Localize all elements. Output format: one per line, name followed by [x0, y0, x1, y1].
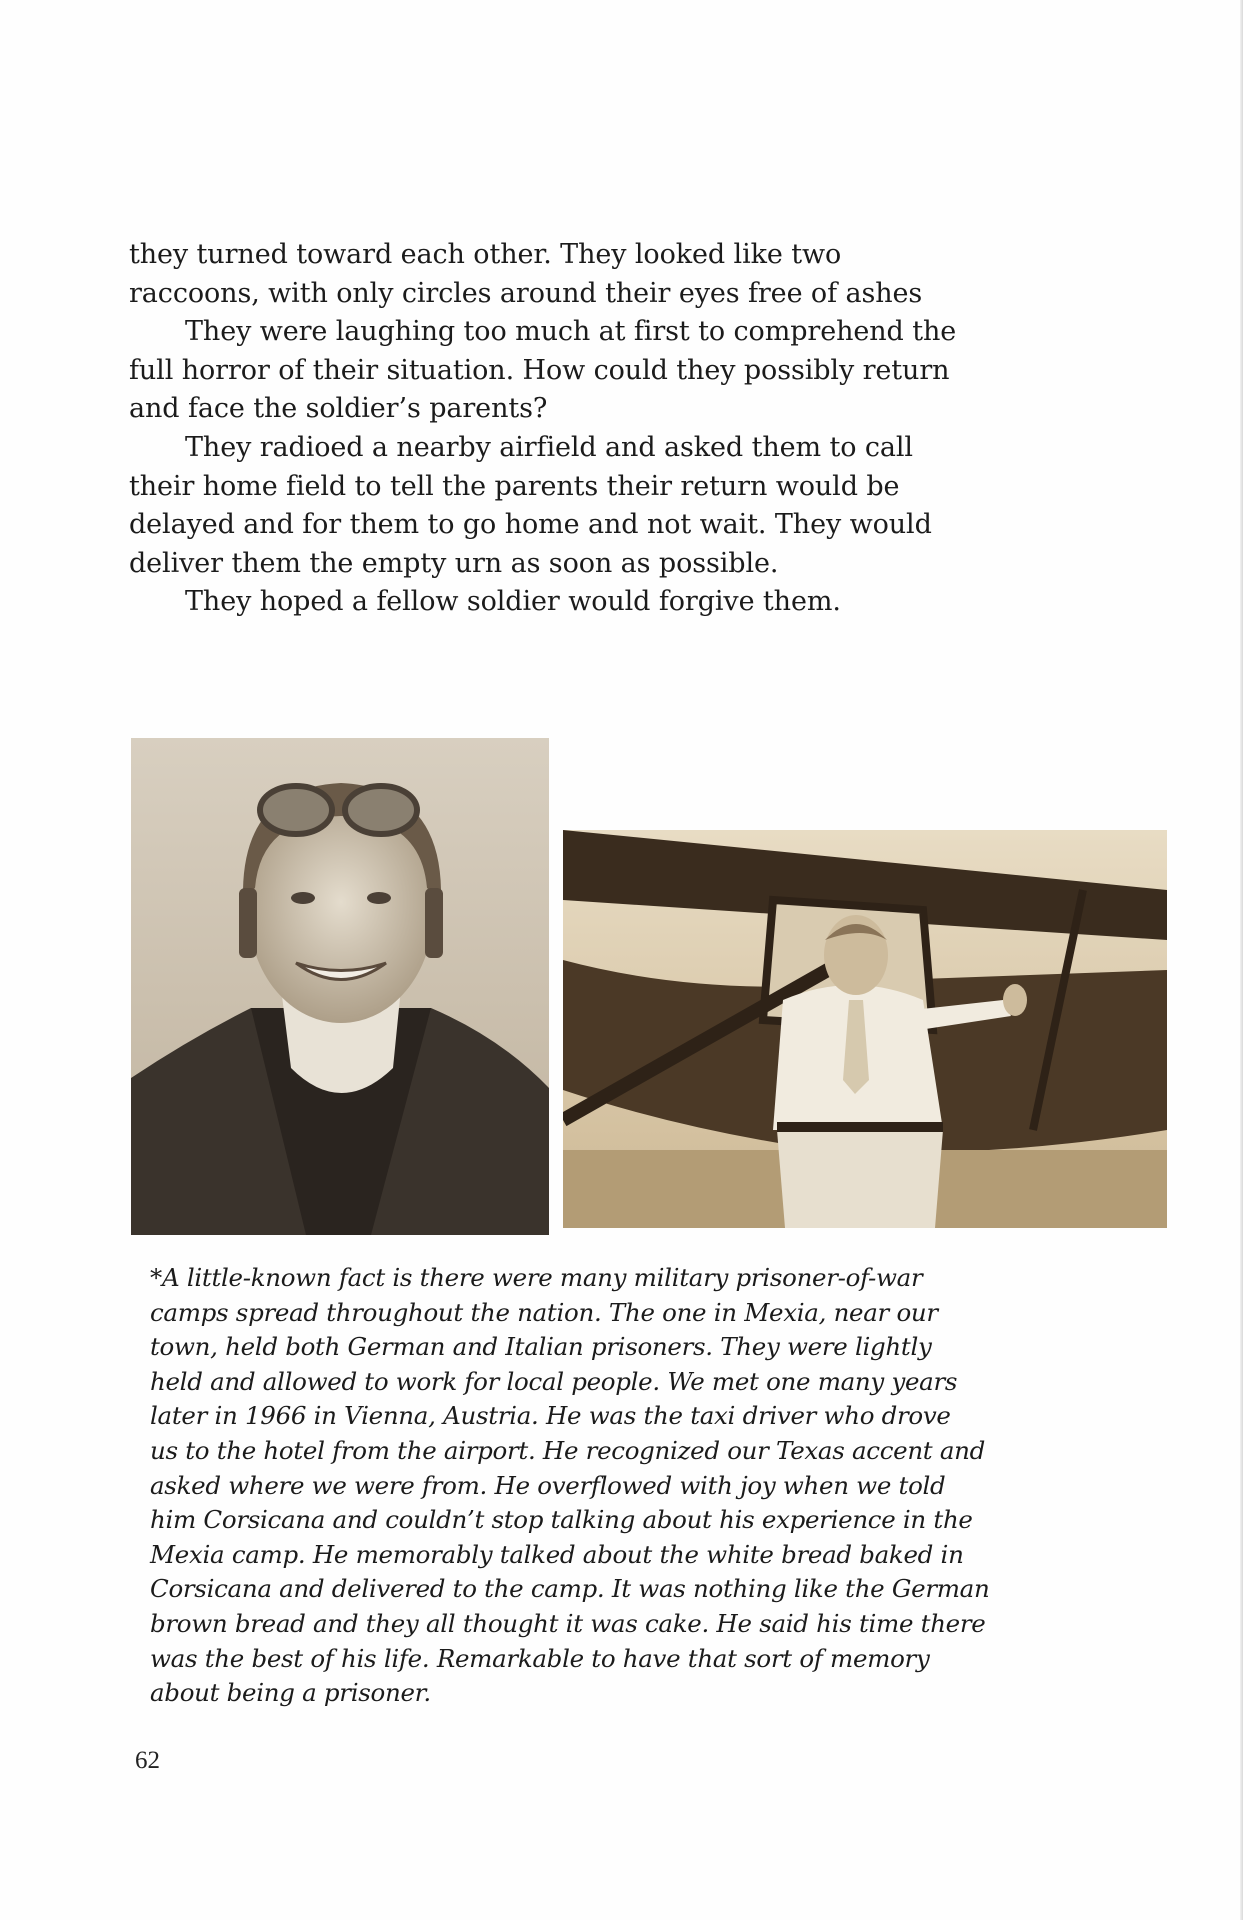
body-line: their home field to tell the parents their return would be	[129, 470, 900, 502]
footnote	[150, 1261, 1110, 1711]
page-number: 62	[135, 1747, 160, 1774]
body-line: They hoped a fellow soldier would forgive them.	[185, 586, 841, 618]
footnote-line: camps spread throughout the nation. The one in Mexia, near our	[150, 1297, 938, 1327]
paragraph-4	[129, 583, 1069, 622]
footnote-line: asked where we were from. He overflowed with joy when we told	[150, 1470, 946, 1500]
paragraph-1	[129, 236, 1069, 313]
body-line: full horror of their situation. How could they possibly return	[129, 354, 950, 386]
body-line: They were laughing too much at first to comprehend the	[185, 316, 957, 348]
body-line: They radioed a nearby airfield and asked them to call	[185, 431, 913, 463]
paragraph-3	[129, 429, 1069, 583]
body-line: deliver them the empty urn as soon as possible.	[129, 547, 779, 579]
body-line: raccoons, with only circles around their eyes free of ashes	[129, 277, 923, 309]
footnote-line: about being a prisoner.	[150, 1678, 431, 1708]
footnote-line: later in 1966 in Vienna, Austria. He was the taxi driver who drove	[150, 1401, 951, 1431]
body-line: and face the soldier’s parents?	[129, 393, 548, 425]
footnote-line: held and allowed to work for local people. We met one many years	[150, 1366, 958, 1396]
body-text	[129, 236, 1069, 622]
footnote-line: brown bread and they all thought it was cake. He said his time there	[150, 1608, 986, 1638]
paragraph-2	[129, 313, 1069, 429]
footnote-line: was the best of his life. Remarkable to have that sort of memory	[150, 1643, 930, 1673]
body-line: they turned toward each other. They looked like two	[129, 239, 842, 270]
footnote-text	[150, 1261, 1110, 1711]
footnote-line: us to the hotel from the airport. He recognized our Texas accent and	[150, 1435, 986, 1465]
pilot-portrait-photo	[131, 738, 549, 1235]
airplane-image	[563, 830, 1167, 1228]
footnote-line: Mexia camp. He memorably talked about the white bread baked in	[150, 1539, 964, 1569]
footnote-line: Corsicana and delivered to the camp. It was nothing like the German	[150, 1574, 990, 1604]
pilot-portrait-image	[131, 738, 549, 1235]
footnote-line: *A little-known fact is there were many military prisoner-of-war	[150, 1263, 923, 1292]
footnote-line: him Corsicana and couldn’t stop talking about his experience in the	[150, 1505, 973, 1535]
footnote-line: town, held both German and Italian prisoners. They were lightly	[150, 1332, 932, 1362]
airplane-photo	[563, 830, 1167, 1228]
body-line: delayed and for them to go home and not wait. They would	[129, 509, 932, 541]
